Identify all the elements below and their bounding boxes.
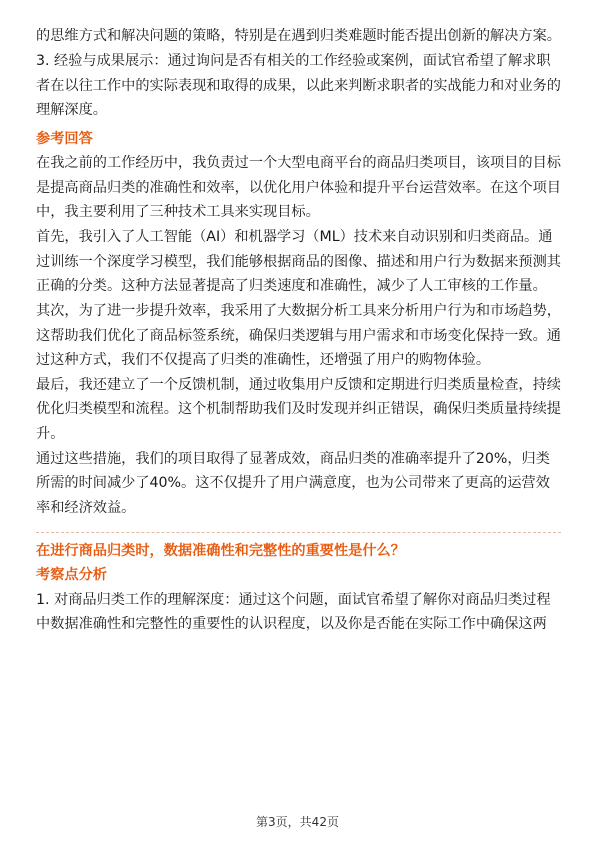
- paragraph-thinking-continued: 的思维方式和解决问题的策略，特别是在遇到归类难题时能否提出创新的解决方案。: [36, 28, 561, 44]
- paragraph-experience-point: 3. 经验与成果展示：通过询问是否有相关的工作经验或案例，面试官希望了解求职者在以往工作中的实际表现和取得的成果，以此来判断求职者的实战能力和对业务的理解深度。: [36, 53, 561, 118]
- page-number-footer: 第3页，共42页: [256, 815, 339, 829]
- paragraph-answer-feedback: 最后，我还建立了一个反馈机制，通过收集用户反馈和定期进行归类质量检查，持续优化归类模型和流程。这个机制帮助我们及时发现并纠正错误，确保归类质量持续提升。: [36, 377, 561, 442]
- paragraph-analysis-point-1: 1. 对商品归类工作的理解深度：通过这个问题，面试官希望了解你对商品归类过程中数据准确性和完整性的重要性的认识程度，以及你是否能在实际工作中确保这两: [36, 591, 551, 632]
- heading-analysis: 考察点分析: [36, 567, 107, 584]
- paragraph-answer-ai-ml: 首先，我引入了人工智能（AI）和机器学习（ML）技术来自动识别和归类商品。通过训练一个深度学习模型，我们能够根据商品的图像、描述和用户行为数据来预测其正确的分类。这种方法显著提高了归类速度和准确性，减少了人工审核的工作量。: [36, 229, 561, 294]
- paragraph-answer-intro: 在我之前的工作经历中，我负责过一个大型电商平台的商品归类项目，该项目的目标是提高商品归类的准确性和效率，以优化用户体验和提升平台运营效率。在这个项目中，我主要利用了三种技术工具来实现目标。: [36, 155, 561, 221]
- page-content: [36, 24, 561, 637]
- heading-reference-answer: 参考回答: [36, 131, 93, 148]
- paragraph-answer-results: 通过这些措施，我们的项目取得了显著成效，商品归类的准确率提升了20%，归类所需的时间减少了40%。这不仅提升了用户满意度，也为公司带来了更高的运营效率和经济效益。: [36, 451, 550, 516]
- section-divider: [36, 532, 561, 533]
- heading-question: 在进行商品归类时，数据准确性和完整性的重要性是什么？: [36, 542, 405, 559]
- paragraph-answer-big-data: 其次，为了进一步提升效率，我采用了大数据分析工具来分析用户行为和市场趋势，这帮助我们优化了商品标签系统，确保归类逻辑与用户需求和市场变化保持一致。通过这种方式，我们不仅提高了归类的准确性，还增强了用户的购物体验。: [36, 303, 561, 368]
